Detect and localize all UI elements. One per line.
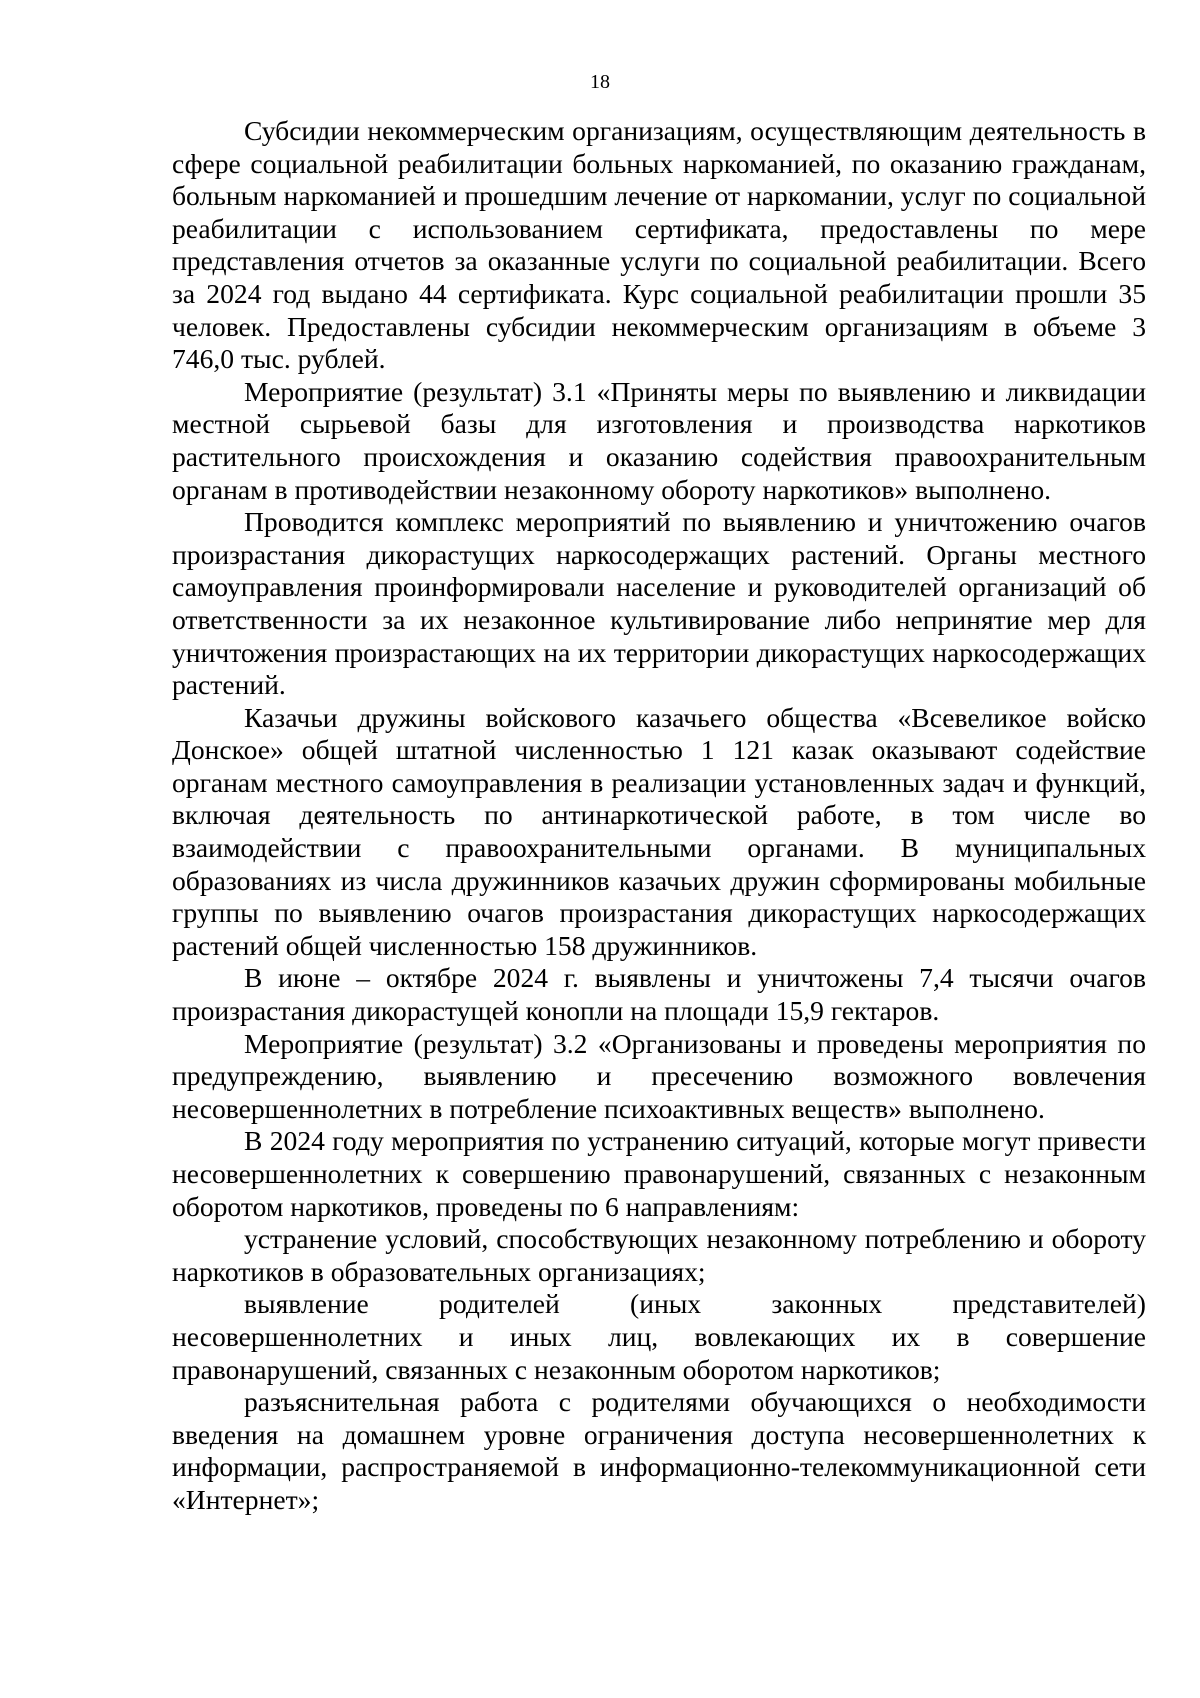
paragraph-plant-destruction: Проводится комплекс мероприятий по выявлению и уничтожению очагов произрастания дикорастущих наркосодержащих растений. Органы местного самоуправления проинформировали население и руководителей организаций об ответственности за их незаконное культивирование либо непринятие мер для уничтожения произрастающих на их территории дикорастущих наркосодержащих растений. (172, 506, 1146, 701)
paragraph-measure-3-1: Мероприятие (результат) 3.1 «Приняты меры по выявлению и ликвидации местной сырьевой базы для изготовления и производства наркотиков растительного происхождения и оказанию содействия правоохранительным органам в противодействии незаконному обороту наркотиков» выполнено. (172, 375, 1146, 505)
paragraph-subsidies: Субсидии некоммерческим организациям, осуществляющим деятельность в сфере социальной реабилитации больных наркоманией, по оказанию гражданам, больным наркоманией и прошедшим лечение от наркомании, услуг по социальной реабилитации с использованием сертификата, предоставлены по мере представления отчетов за оказанные услуги по социальной реабилитации. Всего за 2024 год выдано 44 сертификата. Курс социальной реабилитации прошли 35 человек. Предоставлены субсидии некоммерческим организациям в объеме 3 746,0 тыс. рублей. (172, 115, 1146, 375)
page-number: 18 (590, 71, 610, 93)
paragraph-measure-3-2: Мероприятие (результат) 3.2 «Организованы и проведены мероприятия по предупреждению, выявлению и пресечению возможного вовлечения несовершеннолетних в потребление психоактивных веществ» выполнено. (172, 1027, 1146, 1124)
paragraph-2024-directions: В 2024 году мероприятия по устранению ситуаций, которые могут привести несовершеннолетних к совершению правонарушений, связанных с незаконным оборотом наркотиков, проведены по 6 направлениям: (172, 1125, 1146, 1222)
list-item-direction-3: разъяснительная работа с родителями обучающихся о необходимости введения на домашнем уровне ограничения доступа несовершеннолетних к информации, распространяемой в информационно-телекоммуникационной сети «Интернет»; (172, 1386, 1146, 1515)
list-item-direction-1: устранение условий, способствующих незаконному потреблению и обороту наркотиков в образовательных организациях; (172, 1223, 1146, 1287)
document-body (172, 115, 1146, 1517)
paragraph-june-october: В июне – октябре 2024 г. выявлены и уничтожены 7,4 тысячи очагов произрастания дикорастущей конопли на площади 15,9 гектаров. (172, 962, 1146, 1027)
list-item-direction-2: выявление родителей (иных законных представителей) несовершеннолетних и иных лиц, вовлекающих их в совершение правонарушений, связанных с незаконным оборотом наркотиков; (172, 1288, 1146, 1385)
paragraph-cossack-squads: Казачьи дружины войскового казачьего общества «Всевеликое войско Донское» общей штатной численностью 1 121 казак оказывают содействие органам местного самоуправления в реализации установленных задач и функций, включая деятельность по антинаркотической работе, в том числе во взаимодействии с правоохранительными органами. В муниципальных образованиях из числа дружинников казачьих дружин сформированы мобильные группы по выявлению очагов произрастания дикорастущих наркосодержащих растений общей численностью 158 дружинников. (172, 701, 1146, 961)
